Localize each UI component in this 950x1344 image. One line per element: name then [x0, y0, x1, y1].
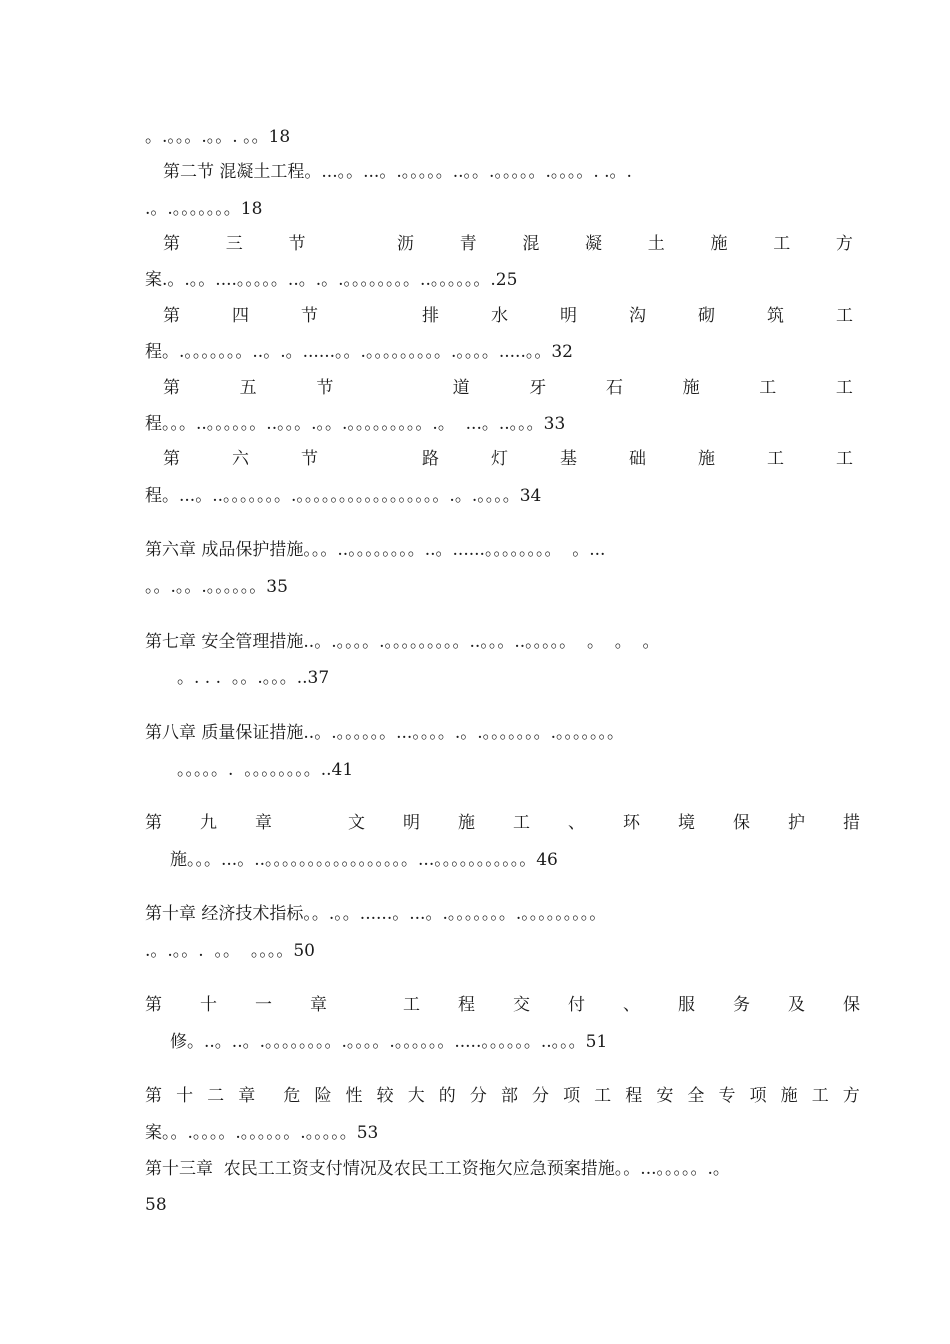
toc-line: 程。...。..。。。。。。。.。。。。。。。。。。。。。。。。。.。.。。。。34 — [145, 486, 542, 506]
toc-entry-chapter-12: 第 十 二 章 危 险 性 较 大 的 分 部 分 项 工 程 安 全 专 项 施 工 方 — [145, 1086, 860, 1106]
toc-entry-chapter-8: 第八章 质量保证措施..。.。。。。。。...。。。。.。.。。。。。。。.。。。。。。。 — [145, 723, 625, 743]
toc-line: 程。.。。。。。。。..。.。......。。.。。。。。。。。。.。。。。.....。。32 — [145, 342, 573, 362]
toc-entry-section-5: 第 五 节 道 牙 石 施 工 工 — [163, 378, 853, 398]
toc-line: 。. . . 。。.。。。..37 — [177, 668, 330, 688]
toc-line: 修。..。..。.。。。。。。。。.。。。。.。。。。。。.....。。。。。。..。。。51 — [170, 1032, 608, 1052]
toc-entry-chapter-9: 第 九 章 文 明 施 工 、 环 境 保 护 措 — [145, 813, 860, 833]
toc-line: 程。。。..。。。。。。..。。。.。。.。。。。。。。。。.。 ...。..。。。33 — [145, 414, 566, 434]
toc-entry-chapter-13: 第十三章 农民工工资支付情况及农民工工资拖欠应急预案措施。。...。。。。。.。 — [145, 1159, 730, 1179]
toc-line: 。.。。。.。。. 。。18 — [145, 127, 291, 147]
toc-line: .。.。。. 。。 。。。。50 — [145, 941, 315, 961]
toc-entry-section-4: 第 四 节 排 水 明 沟 砌 筑 工 — [163, 306, 853, 326]
toc-line: 案.。.。。....。。。。。..。.。.。。。。。。。。..。。。。。。.25 — [145, 270, 518, 290]
toc-line: 。。.。。.。。。。。。35 — [145, 577, 288, 597]
toc-entry-chapter-6: 第六章 成品保护措施。。。..。。。。。。。。..。......。。。。。。。。 。... — [145, 540, 606, 560]
toc-entry-section-2: 第二节 混凝土工程。...。。...。.。。。。。..。。.。。。。。.。。。。. .。. — [163, 162, 632, 182]
toc-line: .。.。。。。。。。18 — [145, 199, 263, 219]
toc-entry-section-3: 第 三 节 沥 青 混 凝 土 施 工 方 — [163, 234, 853, 254]
toc-line: 58 — [145, 1195, 167, 1215]
toc-entry-chapter-7: 第七章 安全管理措施..。.。。。。.。。。。。。。。。..。。。..。。。。。 。 。 。 — [145, 632, 660, 652]
toc-entry-chapter-10: 第十章 经济技术指标。。.。。......。...。.。。。。。。。.。。。。。。。。。 — [145, 904, 607, 924]
toc-line: 施。。。...。..。。。。。。。。。。。。。。。。。...。。。。。。。。。。。46 — [170, 850, 558, 870]
toc-entry-chapter-11: 第 十 一 章 工 程 交 付 、 服 务 及 保 — [145, 995, 860, 1015]
toc-entry-section-6: 第 六 节 路 灯 基 础 施 工 工 — [163, 449, 853, 469]
toc-line: 案。。.。。。。.。。。。。。.。。。。。53 — [145, 1123, 379, 1143]
toc-line: 。。。。。. 。。。。。。。。..41 — [177, 760, 354, 780]
